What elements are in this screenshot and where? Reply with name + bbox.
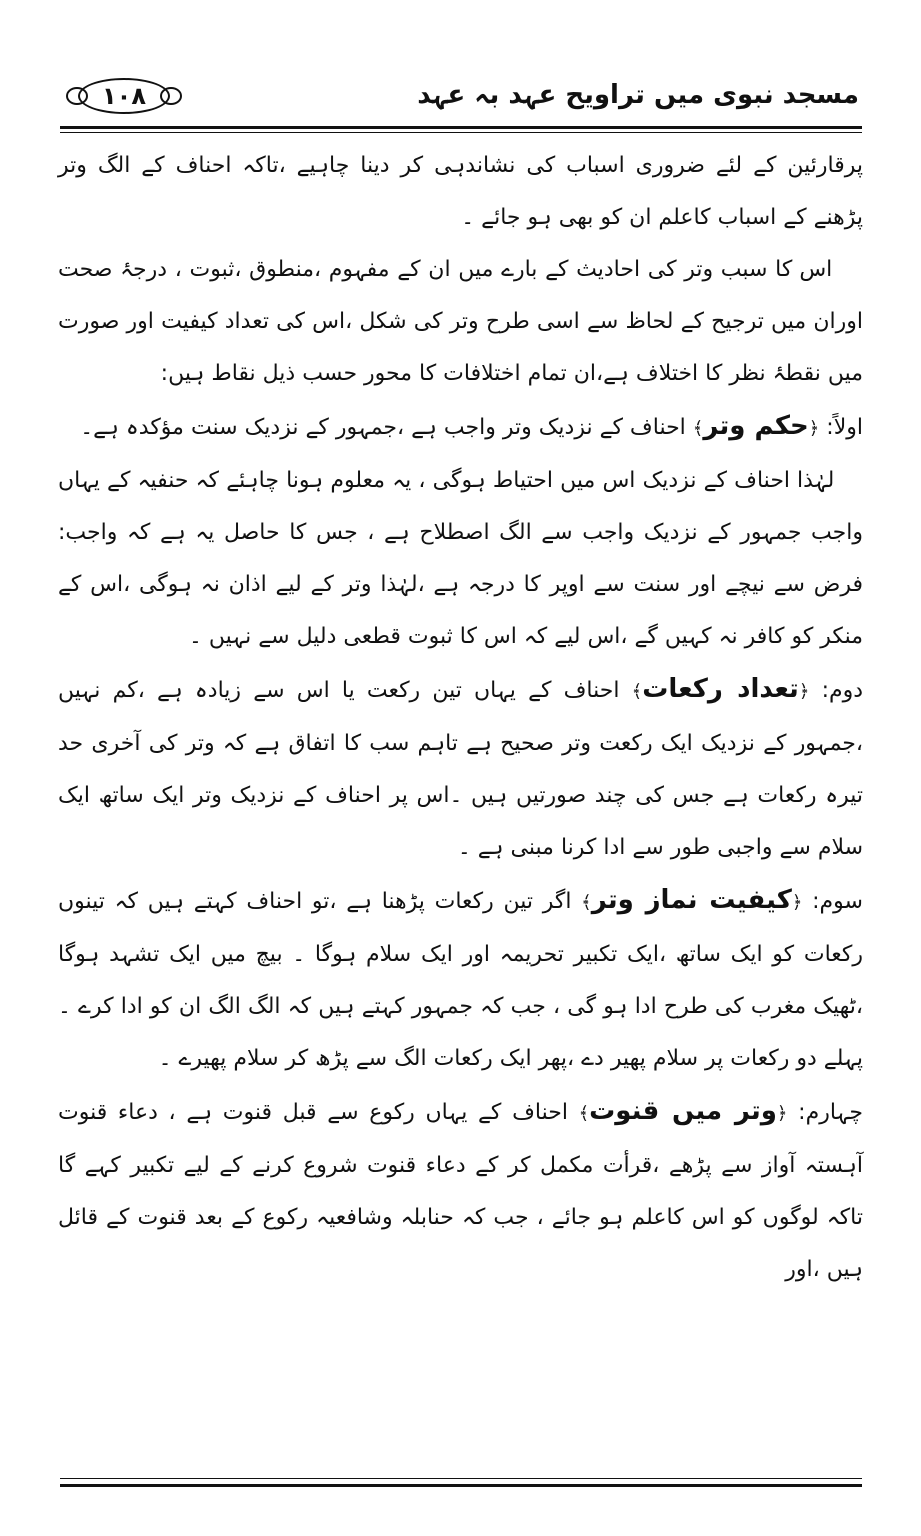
paragraph-7 (58, 1085, 863, 1296)
paragraph-text: اگر تین رکعات پڑھنا ہے ،تو احناف کہتے ہیں کہ تینوں رکعات کو ایک ساتھ ،ایک تکبیر تحریمہ اور ایک سلام ہوگا ۔ بیچ میں ایک تشہد ہوگا ،ٹھیک مغرب کی طرح ادا ہو گی ، جب کہ جمہور کہتے ہیں کہ الگ الگ ان کو ادا کرے ۔ پہلے دو رکعات پر سلام پھیر دے ،پھر ایک رکعات الگ سے پڑھ کر سلام پھیرے ۔ (58, 889, 863, 1071)
ornament-close: ﴾ (631, 681, 643, 702)
point-heading: کیفیت نماز وتر (591, 885, 792, 915)
page-number: ۱۰۸ (102, 82, 146, 110)
ornament-open: ﴿ (791, 892, 803, 913)
point-prefix: دوم: (821, 678, 864, 703)
paragraph-5 (58, 663, 863, 874)
paragraph-1 (58, 140, 863, 244)
paragraph-2 (58, 244, 863, 400)
point-prefix: سوم: (812, 889, 863, 914)
paragraph-text: اس کا سبب وتر کی احادیث کے بارے میں ان کے مفہوم ،منطوق ،ثبوت ، درجۂ صحت اوران میں ترجیح کے لحاظ سے اسی طرح وتر کی شکل ،اس کی تعداد کیفیت اور صورت میں نقطۂ نظر کا اختلاف ہے،ان تمام اختلافات کا محور حسب ذیل نقاط ہیں: (58, 257, 863, 386)
ornament-open: ﴿ (808, 418, 820, 439)
point-heading: تعداد رکعات (642, 674, 799, 704)
point-prefix: چہارم: (798, 1100, 864, 1125)
paragraph-4 (58, 455, 863, 663)
ornament-close: ﴾ (581, 892, 592, 913)
ornament-open: ﴿ (798, 681, 810, 702)
point-prefix: اولاً: (826, 415, 863, 440)
point-heading: وتر میں قنوت (589, 1096, 777, 1126)
running-header-title: مسجد نبوی میں تراویح عہد بہ عہد (417, 80, 859, 110)
page-number-badge (78, 78, 170, 114)
footer-rule (60, 1484, 862, 1487)
paragraph-text: لہٰذا احناف کے نزدیک اس میں احتیاط ہوگی ، یہ معلوم ہونا چاہئے کہ حنفیہ کے یہاں واجب جمہور کے نزدیک واجب سے الگ اصطلاح ہے ، جس کا حاصل یہ ہے کہ واجب: فرض سے نیچے اور سنت سے اوپر کا درجہ ہے ،لہٰذا وتر کے لیے اذان نہ ہوگی ،اس کے منکر کو کافر نہ کہیں گے ،اس لیے کہ اس کا ثبوت قطعی دلیل سے نہیں ۔ (58, 468, 863, 649)
paragraph-6 (58, 874, 863, 1085)
paragraph-text: پرقارئین کے لئے ضروری اسباب کی نشاندہی کر دینا چاہیے ،تاکہ احناف کے الگ وتر پڑھنے کے اسباب کاعلم ان کو بھی ہو جائے ۔ (58, 153, 863, 230)
ornament-close: ﴾ (692, 418, 704, 439)
paragraph-text: احناف کے نزدیک وتر واجب ہے ،جمہور کے نزدیک سنت مؤکدہ ہے۔ (80, 415, 686, 440)
header-rule-thin (60, 132, 862, 133)
paragraph-3 (58, 400, 863, 455)
ornament-close: ﴾ (578, 1103, 590, 1124)
footer-rule-thin (60, 1478, 862, 1479)
paragraph-text: احناف کے یہاں تین رکعت یا اس سے زیادہ ہے ،کم نہیں ،جمہور کے نزدیک ایک رکعت وتر صحیح ہے تاہم سب کا اتفاق ہے کہ وتر کی آخری حد تیرہ رکعات ہے جس کی چند صورتیں ہیں ۔اس پر احناف کے نزدیک وتر ایک ساتھ ایک سلام سے واجبی طور سے ادا کرنا مبنی ہے ۔ (58, 678, 863, 860)
body-text (58, 140, 863, 1296)
paragraph-text: احناف کے یہاں رکوع سے قبل قنوت ہے ، دعاء قنوت آہستہ آواز سے پڑھے ،قرأت مکمل کر کے دعاء قنوت شروع کرنے کے لیے تکبیر کہے گا تاکہ لوگوں کو اس کاعلم ہو جائے ، جب کہ حنابلہ وشافعیہ رکوع کے بعد قنوت کے قائل ہیں ،اور (58, 1100, 863, 1282)
ornament-open: ﴿ (776, 1103, 788, 1124)
point-heading: حکم وتر (703, 411, 809, 441)
header-rule (60, 126, 862, 129)
